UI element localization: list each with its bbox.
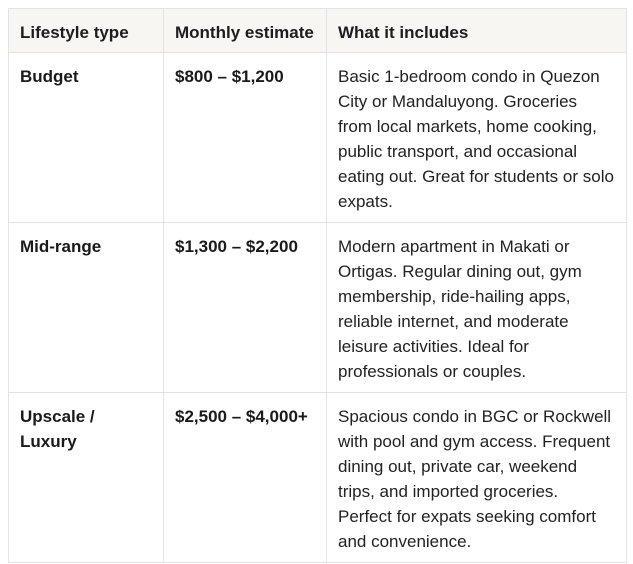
table-row [9,393,627,563]
monthly-estimate-cell: $800 – $1,200 [164,53,327,223]
table-row [9,223,627,393]
cost-of-living-table [8,8,627,563]
table-row [9,53,627,223]
monthly-estimate-cell: $1,300 – $2,200 [164,223,327,393]
lifestyle-type-cell: Upscale / Luxury [9,393,164,563]
includes-cell: Modern apartment in Makati or Ortigas. Regular dining out, gym membership, ride-hailing apps, reliable internet, and moderate leisure activities. Ideal for professionals or couples. [327,223,627,393]
includes-cell: Basic 1-bedroom condo in Quezon City or Mandaluyong. Groceries from local markets, home cooking, public transport, and occasional eating out. Great for students or solo expats. [327,53,627,223]
header-what-it-includes: What it includes [327,9,627,53]
table-header [9,9,627,53]
header-monthly-estimate: Monthly estimate [164,9,327,53]
cost-of-living-table-container [8,8,626,558]
lifestyle-type-cell: Budget [9,53,164,223]
monthly-estimate-cell: $2,500 – $4,000+ [164,393,327,563]
includes-cell: Spacious condo in BGC or Rockwell with pool and gym access. Frequent dining out, private car, weekend trips, and imported groceries. Perfect for expats seeking comfort and convenience. [327,393,627,563]
header-row [9,9,627,53]
lifestyle-type-cell: Mid-range [9,223,164,393]
table-body [9,53,627,563]
header-lifestyle-type: Lifestyle type [9,9,164,53]
